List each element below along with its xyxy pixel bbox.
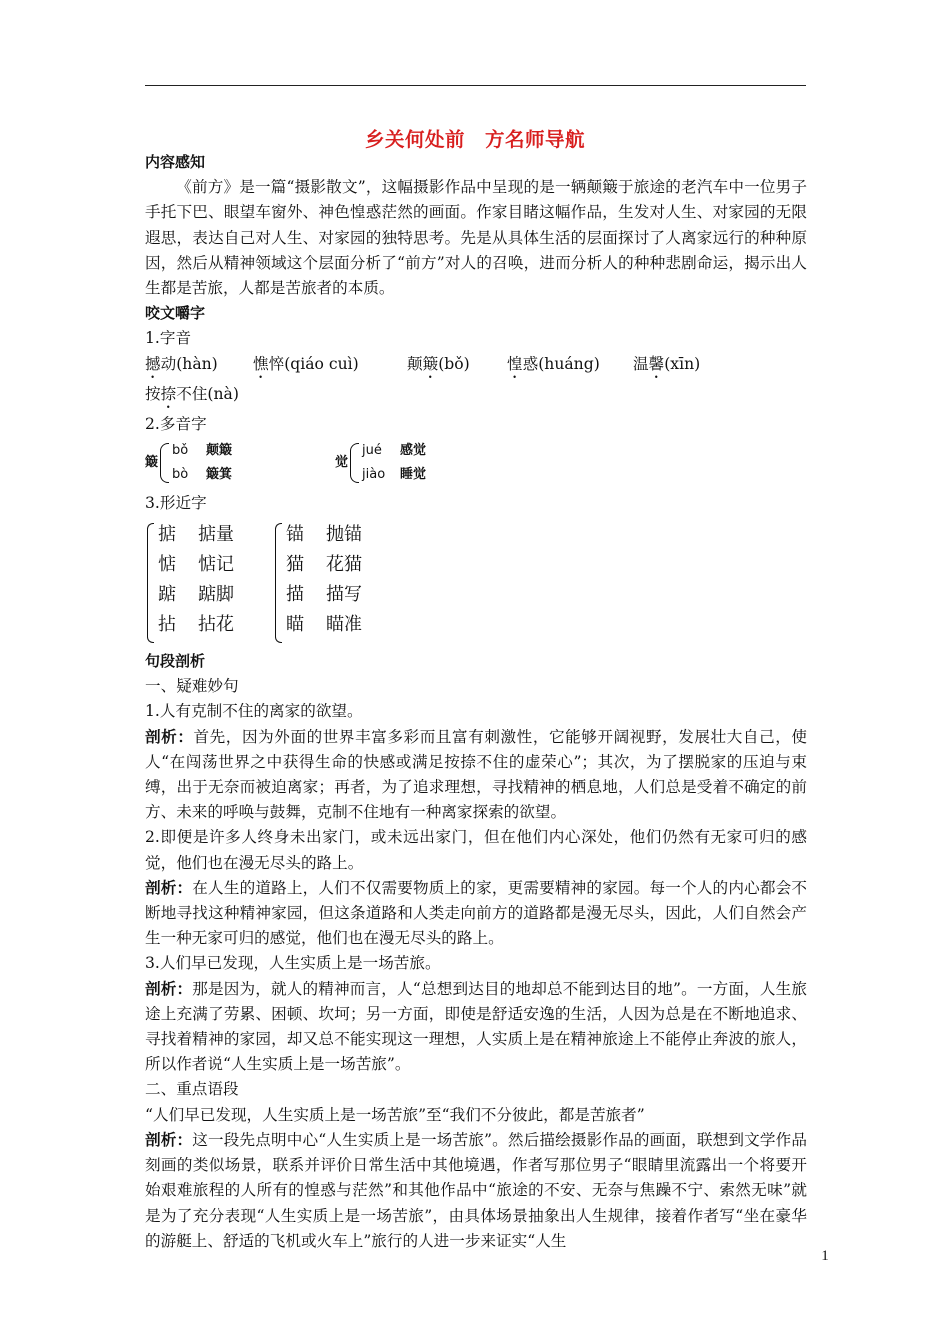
part-heading: 二、重点语段	[145, 1080, 239, 1099]
section-heading-words: 咬文嚼字	[145, 304, 206, 323]
brace	[147, 523, 154, 643]
question: 1.人有克制不住的离家的欲望。	[145, 702, 363, 721]
polyphone-group: 簸 bǒ 颠簸 bò 簸箕	[145, 442, 233, 482]
brace	[350, 443, 359, 483]
similar-chars-table	[147, 520, 807, 643]
part-heading: 一、疑难妙句	[145, 677, 239, 696]
header-rule	[145, 85, 806, 86]
page-title: 乡关何处前 方名师导航	[364, 128, 585, 151]
analysis-paragraph: 剖析：首先，因为外面的世界丰富多彩而且富有刺激性，它能够开阔视野，发展壮大自己，使人“在闯荡世界之中获得生命的快感或满足按捺不住的虚荣心”；其次，为了摆脱家的压迫与束缚，出于无奈而被迫离家；再者，为了追求理想，寻找精神的栖息地，人们总是受着不确定的前方、未来的呼唤与鼓舞，克制不住地有一种离家探索的欲望。	[145, 727, 807, 822]
content-paragraph: 《前方》是一篇“摄影散文”，这幅摄影作品中呈现的是一辆颠簸于旅途的老汽车中一位男子手托下巴、眼望车窗外、神色惶惑茫然的画面。作家目睹这幅作品，生发对人生、对家园的无限遐思，表达自己对人生、对家园的独特思考。先是从具体生活的层面探讨了人离家远行的种种原因，然后从精神领域这个层面分析了“前方”对人的召唤，进而分析人的种种悲剧命运，揭示出人生都是苦旅，人都是苦旅者的本质。	[145, 178, 807, 298]
polyphone-group: 觉 jué 感觉 jiào 睡觉	[335, 442, 427, 482]
document-body	[145, 150, 807, 1254]
similar-group: 掂 掂量 惦 惦记 踮 踮脚 拈 拈花	[147, 520, 275, 643]
pinyin-item: 撼动(hàn)	[145, 354, 218, 373]
question: “人们早已发现，人生实质上是一场苦旅”至“我们不分彼此，都是苦旅者”	[145, 1105, 645, 1124]
subheading-similar-chars: 3.形近字	[145, 493, 207, 512]
section-heading-content: 内容感知	[145, 153, 206, 171]
pinyin-item: 惶惑(huáng)	[507, 354, 600, 373]
similar-group: 锚 抛锚 猫 花猫 描 描写 瞄 瞄准	[275, 520, 362, 643]
brace	[160, 443, 169, 483]
subheading-polyphone: 2.多音字	[145, 414, 207, 433]
analysis-paragraph: 剖析：那是因为，就人的精神而言，人“总想到达目的地却总不能到达目的地”。一方面，人生旅途上充满了劳累、困顿、坎坷；另一方面，即使是舒适安逸的生活，人因为总是在不断地追求、寻找着精神的家园，却又总不能实现这一理想，人实质上是在精神旅途上不能停止奔波的旅人，所以作者说“人生实质上是一场苦旅”。	[145, 979, 807, 1074]
pinyin-item: 按捺不住(nà)	[145, 384, 239, 403]
brace	[275, 523, 282, 643]
pinyin-row	[145, 352, 807, 382]
pinyin-item: 温馨(xīn)	[633, 354, 701, 373]
analysis-paragraph: 剖析：在人生的道路上，人们不仅需要物质上的家，更需要精神的家园。每一个人的内心都会不断地寻找这种精神家园，但这条道路和人类走向前方的道路都是漫无尽头，因此，人们自然会产生一种无家可归的感觉，他们也在漫无尽头的路上。	[145, 878, 807, 948]
pinyin-item: 憔悴(qiáo cuì)	[253, 354, 359, 373]
pinyin-item: 颠簸(bǒ)	[407, 354, 470, 373]
page-number: 1	[821, 1248, 829, 1264]
subheading-pronunciation: 1.字音	[145, 329, 192, 348]
analysis-paragraph: 剖析：这一段先点明中心“人生实质上是一场苦旅”。然后描绘摄影作品的画面，联想到文学作品刻画的类似场景，联系并评价日常生活中其他境遇，作者写那位男子“眼睛里流露出一个将要开始艰难旅程的人所有的惶惑与茫然”和其他作品中“旅途的不安、无奈与焦躁不宁、索然无味”就是为了充分表现“人生实质上是一场苦旅”，由具体场景抽象出人生规律，接着作者写“坐在豪华的游艇上、舒适的飞机或火车上”旅行的人进一步来证实“人生	[145, 1130, 807, 1250]
question: 3.人们早已发现，人生实质上是一场苦旅。	[145, 954, 441, 973]
polyphone-table	[145, 439, 807, 487]
question: 2.即便是许多人终身未出家门，或未远出家门，但在他们内心深处，他们仍然有无家可归的感觉，他们也在漫无尽头的路上。	[145, 828, 807, 872]
section-heading-analysis: 句段剖析	[145, 652, 206, 671]
